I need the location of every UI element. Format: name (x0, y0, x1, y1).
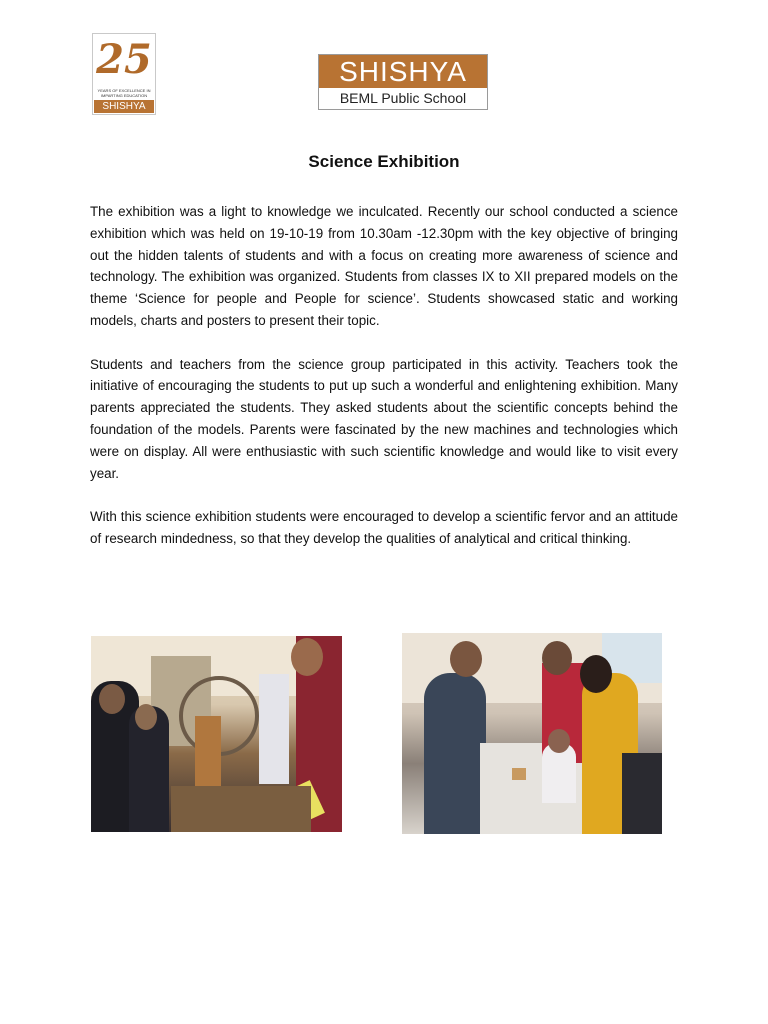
anniversary-logo-name: SHISHYA (94, 100, 154, 113)
school-logo-subtitle: BEML Public School (339, 90, 467, 106)
exhibition-photo-parents-visit (402, 633, 662, 834)
paragraph-2: Students and teachers from the science group participated in this activity. Teachers took the initiative of encouraging the students to put up such a wonderful and enlightening exhibition. Many parents appreciated the students. They asked students about the scientific concepts behind the foundation of the models. Parents were fascinated by the new machines and technologies which were on display. All were enthusiastic with such scientific knowledge and would like to visit every year. (90, 356, 678, 481)
page-title: Science Exhibition (308, 152, 460, 171)
anniversary-number: 25 (96, 36, 152, 83)
school-logo (318, 54, 488, 110)
school-logo-name: SHISHYA (319, 55, 487, 88)
paragraph-1: The exhibition was a light to knowledge we inculcated. Recently our school conducted a science exhibition which was held on 19-10-19 from 10.30am -12.30pm with the key objective of bringing out the hidden talents of students and with a focus on creating more awareness of science and technology. The exhibition was organized. Students from classes IX to XII prepared models on the theme ‘Science for people and People for science’. Students showcased static and working models, charts and posters to present their topic. (90, 204, 678, 328)
anniversary-tagline: YEARS OF EXCELLENCE IN IMPARTING EDUCATION (97, 88, 151, 98)
paragraph-3: With this science exhibition students were encouraged to develop a scientific fervor and an attitude of research mindedness, so that they develop the qualities of analytical and critical thinking. (90, 509, 678, 546)
exhibition-photo-spinning-wheel (91, 636, 342, 832)
article-body (90, 201, 678, 572)
anniversary-logo (92, 33, 156, 115)
